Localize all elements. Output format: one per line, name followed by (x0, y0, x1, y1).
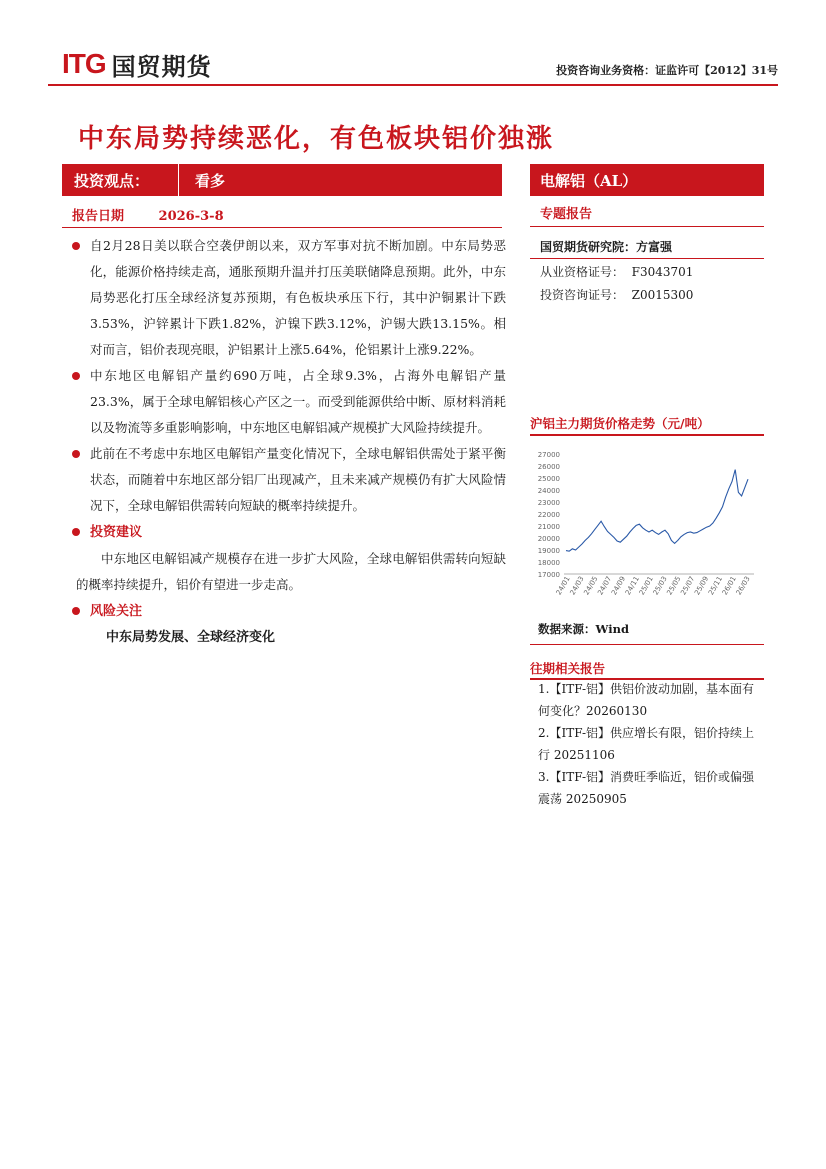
advice-text: 中东地区电解铝减产规模存在进一步扩大风险，全球电解铝供需转向短缺的概率持续提升，铝价有望进一步走高。 (76, 551, 506, 592)
chart-title-rule (530, 434, 764, 436)
company-logo (62, 48, 212, 80)
paragraph-2 (74, 363, 506, 441)
list-item[interactable]: 2.【ITF-铝】供应增长有限，铝价持续上行 20251106 (538, 726, 755, 762)
main-body (74, 233, 506, 651)
x-tick-label: 24/11 (623, 575, 641, 597)
x-tick-label: 25/05 (665, 575, 683, 597)
x-tick-label: 26/01 (720, 575, 738, 597)
bullet-icon (72, 607, 80, 615)
view-banner (62, 164, 502, 196)
list-item[interactable]: 1.【ITF-铝】供铝价波动加剧，基本面有何变化？20260130 (538, 682, 755, 718)
y-tick-label: 24000 (537, 487, 560, 495)
risk-heading (74, 598, 506, 625)
x-tick-label: 25/09 (693, 575, 711, 597)
y-tick-label: 23000 (537, 499, 560, 507)
report-date (72, 205, 224, 224)
date-rule (62, 227, 502, 228)
y-tick-label: 18000 (537, 559, 560, 567)
y-tick-label: 17000 (537, 571, 560, 579)
x-tick-label: 24/09 (610, 575, 628, 597)
x-tick-label: 25/07 (679, 575, 697, 597)
y-tick-label: 20000 (537, 535, 560, 543)
list-item[interactable]: 3.【ITF-铝】消费旺季临近，铝价或偏强震荡 20250905 (538, 770, 755, 806)
y-tick-label: 25000 (537, 475, 560, 483)
sidebar-rule (530, 258, 764, 259)
x-tick-label: 24/07 (596, 575, 614, 597)
x-tick-label: 24/05 (582, 575, 600, 597)
qualification-text: 投资咨询业务资格：证监许可【2012】31号 (556, 64, 778, 77)
logo-cn: 国贸期货 (111, 52, 212, 81)
paragraph-3 (74, 441, 506, 519)
institute-analyst: 国贸期货研究院：方富强 (540, 240, 673, 254)
data-source: 数据来源：Wind (538, 622, 629, 636)
license-advisory: 投资咨询证号： Z0015300 (540, 288, 694, 302)
x-tick-label: 25/03 (651, 575, 669, 597)
risk-heading-text: 风险关注 (90, 604, 143, 619)
bullet-icon (72, 450, 80, 458)
x-tick-label: 25/01 (637, 575, 655, 597)
bullet-icon (72, 372, 80, 380)
x-tick-label: 25/11 (707, 575, 725, 597)
sidebar-rule (530, 644, 764, 645)
x-axis (555, 574, 754, 596)
report-type: 专题报告 (540, 207, 593, 222)
price-line (566, 470, 748, 552)
advice-heading (74, 519, 506, 546)
related-list (538, 678, 760, 810)
paragraph-2-text: 中东地区电解铝产量约690万吨，占全球9.3%，占海外电解铝产量23.3%，属于全球电解铝核心产区之一。而受到能源供给中断、原材料消耗以及物流等多重影响影响，中东地区电解铝减产规模扩大风险持续提升。 (90, 368, 506, 435)
chart-title: 沪铝主力期货价格走势（元/吨） (530, 416, 710, 431)
y-tick-label: 21000 (537, 523, 560, 531)
bullet-icon (72, 242, 80, 250)
risk-text: 中东局势发展、全球经济变化 (106, 630, 276, 645)
y-tick-label: 22000 (537, 511, 560, 519)
y-tick-label: 19000 (537, 547, 560, 555)
header-rule (48, 84, 778, 86)
paragraph-3-text: 此前在不考虑中东地区电解铝产量变化情况下，全球电解铝供需处于紧平衡状态，而随着中东地区部分铝厂出现减产，且未来减产规模仍有扩大风险情况下，全球电解铝供需转向短缺的概率持续提升。 (90, 446, 506, 513)
y-tick-label: 27000 (537, 451, 560, 459)
report-date-label: 报告日期 (72, 209, 125, 224)
y-axis (538, 451, 560, 579)
logo-en: ITG (62, 48, 106, 79)
x-tick-label: 24/03 (568, 575, 586, 597)
report-title: 中东局势持续恶化，有色板块铝价独涨 (78, 124, 555, 154)
x-tick-label: 24/01 (554, 575, 572, 597)
x-tick-label: 26/03 (734, 575, 752, 597)
y-tick-label: 26000 (537, 463, 560, 471)
advice-heading-text: 投资建议 (90, 525, 143, 540)
paragraph-1-text: 自2月28日美以联合空袭伊朗以来，双方军事对抗不断加剧。中东局势恶化，能源价格持续走高，通胀预期升温并打压美联储降息预期。此外，中东局势恶化打压全球经济复苏预期，有色板块承压下行，其中沪铜累计下跌3.53%，沪锌累计下跌1.82%，沪镍下跌3.12%，沪锡大跌13.15%。相对而言，铝价表现亮眼，沪铝累计上涨5.64%，伦铝累计上涨9.22%。 (90, 238, 506, 357)
bullet-icon (72, 528, 80, 536)
product-banner: 电解铝（AL） (530, 164, 764, 196)
license-practice: 从业资格证号： F3043701 (540, 265, 694, 279)
paragraph-1 (74, 233, 506, 363)
sidebar-rule (530, 226, 764, 227)
price-chart (528, 446, 764, 608)
related-heading: 往期相关报告 (530, 661, 606, 676)
view-label: 投资观点： (74, 171, 150, 190)
view-value: 看多 (195, 171, 226, 190)
report-date-value: 2026-3-8 (158, 209, 224, 224)
